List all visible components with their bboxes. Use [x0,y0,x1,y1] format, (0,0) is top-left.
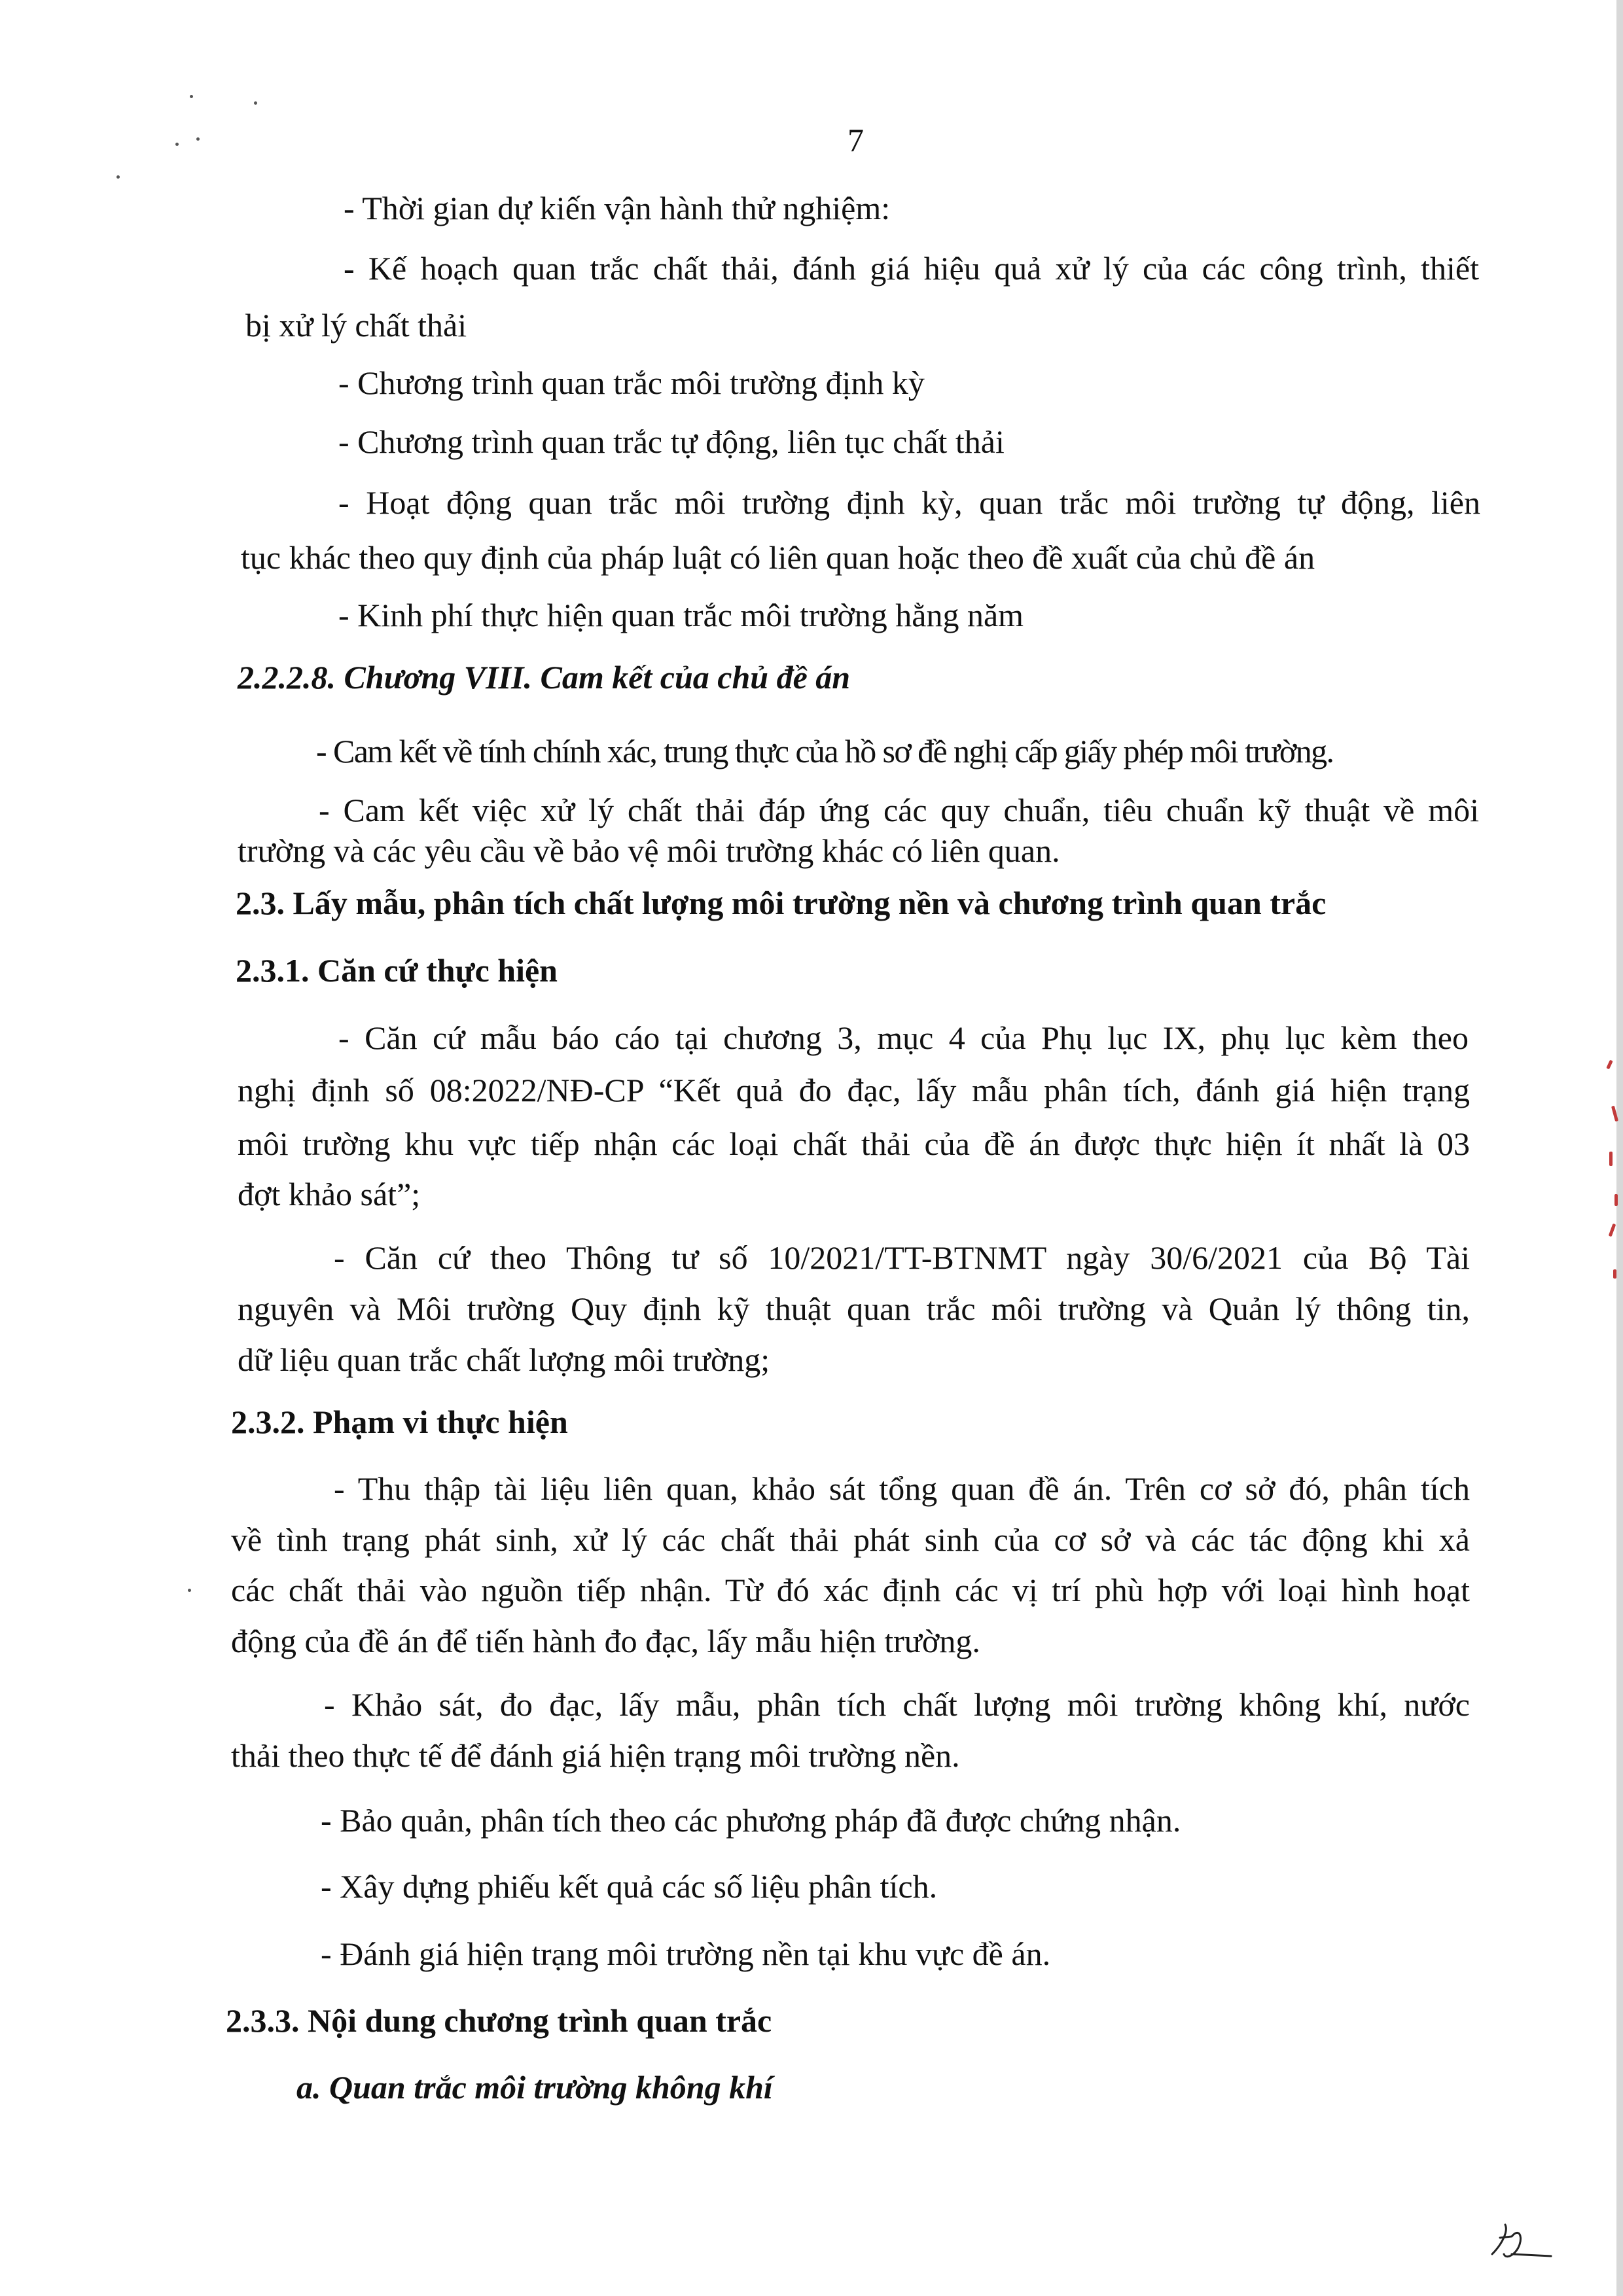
body-line: - Đánh giá hiện trạng môi trường nền tại khu vực đề án. [321,1935,1051,1972]
section-heading-2-3: 2.3. Lấy mẫu, phân tích chất lượng môi trường nền và chương trình quan trắc [236,885,1327,921]
subsection-heading-a: a. Quan trắc môi trường không khí [296,2069,773,2106]
section-heading-2-3-1: 2.3.1. Căn cứ thực hiện [236,952,558,989]
scan-speck [254,101,257,105]
body-line: - Thời gian dự kiến vận hành thử nghiệm: [344,190,891,226]
body-line: dữ liệu quan trắc chất lượng môi trường; [238,1341,770,1378]
body-line: động của đề án để tiến hành đo đạc, lấy mẫu hiện trường. [231,1623,980,1659]
body-line: - Căn cứ mẫu báo cáo tại chương 3, mục 4 của Phụ lục IX, phụ lục kèm theo [338,1019,1469,1056]
scan-speck [175,143,179,146]
scan-speck [190,95,193,98]
margin-stamp-marks [1607,1047,1623,1296]
body-line: - Cam kết việc xử lý chất thải đáp ứng các quy chuẩn, tiêu chuẩn kỹ thuật về môi [319,792,1479,828]
body-line: - Kế hoạch quan trắc chất thải, đánh giá hiệu quả xử lý của các công trình, thiết [344,250,1479,287]
section-heading-2-3-2: 2.3.2. Phạm vi thực hiện [231,1404,568,1440]
body-line: thải theo thực tế để đánh giá hiện trạng môi trường nền. [231,1737,960,1774]
body-line: - Hoạt động quan trắc môi trường định kỳ, quan trắc môi trường tự động, liên [338,484,1480,521]
body-line: môi trường khu vực tiếp nhận các loại chất thải của đề án được thực hiện ít nhất là 03 [238,1125,1470,1162]
body-line: - Bảo quản, phân tích theo các phương pháp đã được chứng nhận. [321,1802,1181,1839]
section-heading-2-2-2-8: 2.2.2.8. Chương VIII. Cam kết của chủ đề án [238,659,851,696]
body-line: nghị định số 08:2022/NĐ-CP “Kết quả đo đạc, lấy mẫu phân tích, đánh giá hiện trạng [238,1072,1470,1108]
body-line: - Xây dựng phiếu kết quả các số liệu phân tích. [321,1868,938,1905]
body-line: trường và các yêu cầu về bảo vệ môi trường khác có liên quan. [238,832,1060,869]
body-line: về tình trạng phát sinh, xử lý các chất thải phát sinh của cơ sở và các tác động khi xả [231,1521,1470,1558]
body-line: bị xử lý chất thải [245,307,467,344]
page-number: 7 [847,122,864,158]
scan-speck [116,175,120,179]
body-line: - Cam kết về tính chính xác, trung thực của hồ sơ đề nghị cấp giấy phép môi trường. [316,733,1334,769]
scan-speck [196,137,200,141]
scan-speck [188,1589,191,1592]
body-line: các chất thải vào nguồn tiếp nhận. Từ đó xác định các vị trí phù hợp với loại hình hoạt [231,1572,1470,1608]
initials-signature [1486,2218,1558,2264]
body-line: đợt khảo sát”; [238,1176,421,1212]
body-line: nguyên và Môi trường Quy định kỹ thuật quan trắc môi trường và Quản lý thông tin, [238,1290,1470,1327]
body-line: - Khảo sát, đo đạc, lấy mẫu, phân tích chất lượng môi trường không khí, nước [324,1686,1470,1723]
body-line: - Căn cứ theo Thông tư số 10/2021/TT-BTNMT ngày 30/6/2021 của Bộ Tài [334,1239,1470,1276]
body-line: - Chương trình quan trắc môi trường định kỳ [338,364,925,401]
section-heading-2-3-3: 2.3.3. Nội dung chương trình quan trắc [226,2002,772,2039]
body-line: tục khác theo quy định của pháp luật có liên quan hoặc theo đề xuất của chủ đề án [241,539,1315,576]
body-line: - Chương trình quan trắc tự động, liên tục chất thải [338,423,1005,460]
body-line: - Kinh phí thực hiện quan trắc môi trường hằng năm [338,597,1024,633]
body-line: - Thu thập tài liệu liên quan, khảo sát tổng quan đề án. Trên cơ sở đó, phân tích [334,1470,1470,1507]
